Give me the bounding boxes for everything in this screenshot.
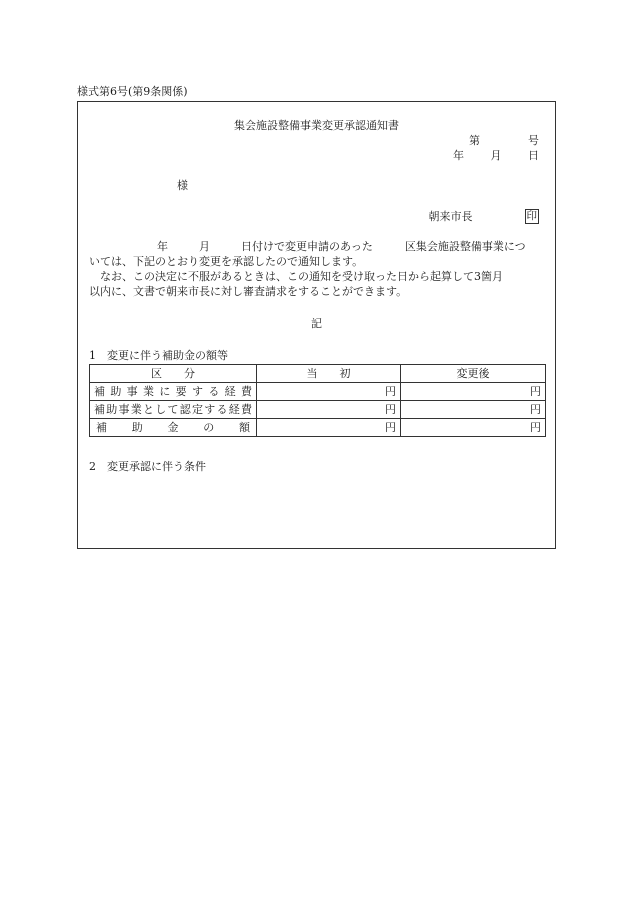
table-row <box>90 401 546 419</box>
section-2-title: 2 変更承認に伴う条件 <box>89 460 206 473</box>
row-label: 補助事業に要する経費 <box>90 383 257 401</box>
ki-heading: 記 <box>311 317 322 330</box>
number-prefix: 第 <box>469 134 480 147</box>
row-changed-amount: 円 <box>401 383 546 401</box>
row-changed-amount: 円 <box>401 419 546 437</box>
table-header-row <box>90 365 546 383</box>
date-month: 月 <box>490 149 502 162</box>
header-initial: 当 初 <box>257 365 401 383</box>
body-line-4: 以内に、文書で朝来市長に対し審査請求をすることができます。 <box>89 285 408 298</box>
seal-mark: 印 <box>526 210 537 222</box>
table-row <box>90 383 546 401</box>
body-month: 月 <box>199 240 210 253</box>
body-line-1 <box>89 239 541 254</box>
issuer-name: 朝来市長 <box>428 209 473 223</box>
notice-document <box>77 101 556 549</box>
row-initial-amount: 円 <box>257 419 401 437</box>
row-initial-amount: 円 <box>257 401 401 419</box>
issuer-block <box>429 209 540 224</box>
section-1-title: 1 変更に伴う補助金の額等 <box>89 349 228 362</box>
number-suffix: 号 <box>528 134 539 147</box>
row-label: 補助事業として認定する経費 <box>90 401 257 419</box>
form-number-label: 様式第6号(第9条関係) <box>77 85 188 98</box>
row-initial-amount: 円 <box>257 383 401 401</box>
header-changed: 変更後 <box>401 365 546 383</box>
notice-body <box>89 239 541 299</box>
body-line-3: なお、この決定に不服があるときは、この通知を受け取った日から起算して3箇月 <box>100 270 503 283</box>
header-category: 区 分 <box>90 365 257 383</box>
document-title: 集会施設整備事業変更承認通知書 <box>234 119 399 132</box>
date-day: 日 <box>528 149 539 162</box>
body-date-text: 日付けで変更申請のあった <box>241 240 373 253</box>
addressee: 様 <box>177 179 188 192</box>
document-number <box>469 134 539 148</box>
document-date <box>453 149 539 163</box>
body-project-text: 区集会施設整備事業につ <box>404 240 526 253</box>
body-year: 年 <box>157 240 168 253</box>
subsidy-table <box>89 364 546 437</box>
row-label: 補助金の額 <box>90 419 257 437</box>
row-changed-amount: 円 <box>401 401 546 419</box>
body-line-2: いては、下記のとおり変更を承認したので通知します。 <box>89 255 364 268</box>
table-row <box>90 419 546 437</box>
date-year: 年 <box>453 149 464 162</box>
